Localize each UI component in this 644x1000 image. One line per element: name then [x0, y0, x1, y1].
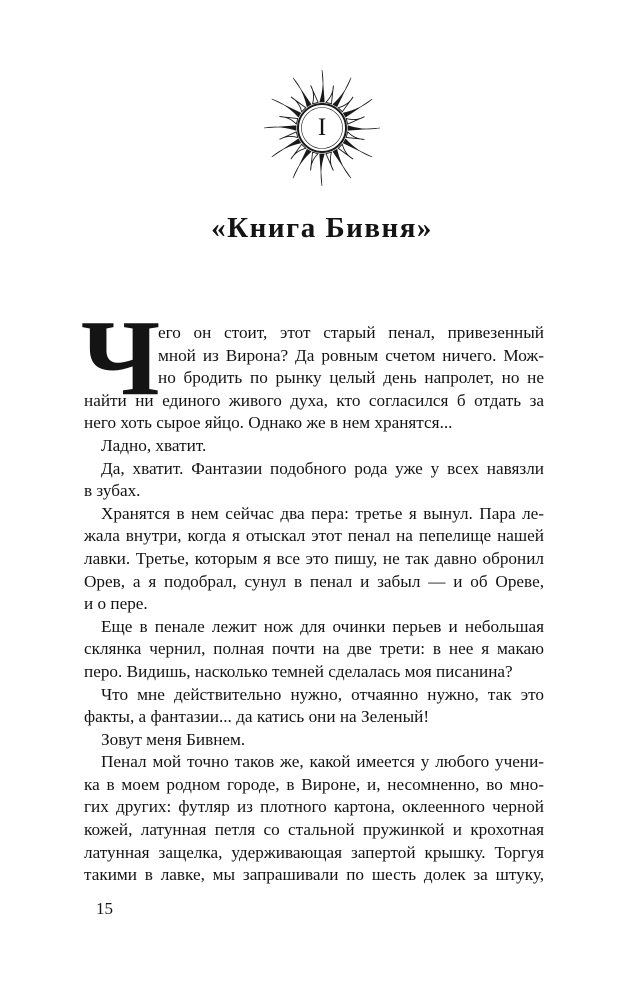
sun-emblem [262, 68, 382, 188]
text-line: жала внутри, когда я отыскал этот пенал на пепелище нашей [84, 526, 544, 546]
body-text [81, 299, 544, 887]
text-line: перо. Видишь, насколько темней сделалась моя писанина? [84, 661, 513, 681]
drop-cap: Ч [81, 299, 161, 418]
sun-ray [320, 154, 325, 186]
text-line: такими в лавке, мы запрашивали по шесть долек за штуку, [84, 865, 544, 885]
text-line: найти ни единого живого духа, кто согласился б отдать за [84, 390, 544, 410]
text-line: склянка чернил, полная почти на две трети: в нее я макаю [84, 639, 544, 659]
text-line: и о пере. [84, 594, 148, 614]
text-line: его он стоит, этот старый пенал, привезенный [158, 323, 544, 342]
text-line: Зовут меня Бивнем. [101, 729, 246, 749]
text-line: мной из Вирона? Да ровным счетом ничего. Мож- [158, 345, 544, 365]
sun-ray [311, 86, 318, 104]
sun-ray [326, 86, 333, 104]
sun-ray [311, 152, 318, 170]
text-line: ка в моем родном городе, в Вироне, и, несомненно, во мно- [84, 774, 544, 794]
text-line: латунная защелка, удерживающая запертой крышку. Торгуя [84, 842, 544, 862]
chapter-number: I [317, 114, 327, 141]
opening-paragraph [81, 299, 544, 435]
text-line: Пенал мой точно таков же, какой имеется у любого учени- [101, 752, 544, 772]
sun-ray [333, 149, 351, 178]
chapter-title: «Книга Бивня» [211, 212, 433, 244]
text-line: Орев, а я подобрал, сунул в пенал и забыл — и об Ореве, [84, 571, 544, 591]
text-line: Хранятся в нем сейчас два пера: третье я вынул. Пара ле- [101, 503, 544, 523]
text-line: него хоть сырое яйцо. Однако же в нем хранятся... [84, 413, 453, 433]
text-line: но бродить по рынку целый день напролет, но не [158, 368, 544, 388]
page-number: 15 [96, 899, 113, 918]
text-line: кожей, латунная петля со стальной пружинкой и крохотная [84, 820, 544, 840]
text-line: факты, а фантазии... да катись они на Зеленый! [84, 707, 430, 727]
text-line: Ладно, хватит. [101, 435, 207, 455]
text-line: гих других: футляр из плотного картона, оклеенного черной [84, 797, 544, 817]
text-line: Еще в пенале лежит нож для очинки перьев и небольшая [101, 616, 544, 636]
sun-ray [320, 70, 325, 102]
text-line: в зубах. [84, 481, 141, 501]
sun-ray [293, 78, 311, 107]
text-line: лавки. Третье, которым я все это пишу, не так давно обронил [84, 548, 544, 568]
text-line: Что мне действительно нужно, отчаянно нужно, так это [101, 684, 544, 704]
text-line: Да, хватит. Фантазии подобного рода уже у всех навязли [101, 458, 544, 478]
sun-ray [326, 152, 333, 170]
